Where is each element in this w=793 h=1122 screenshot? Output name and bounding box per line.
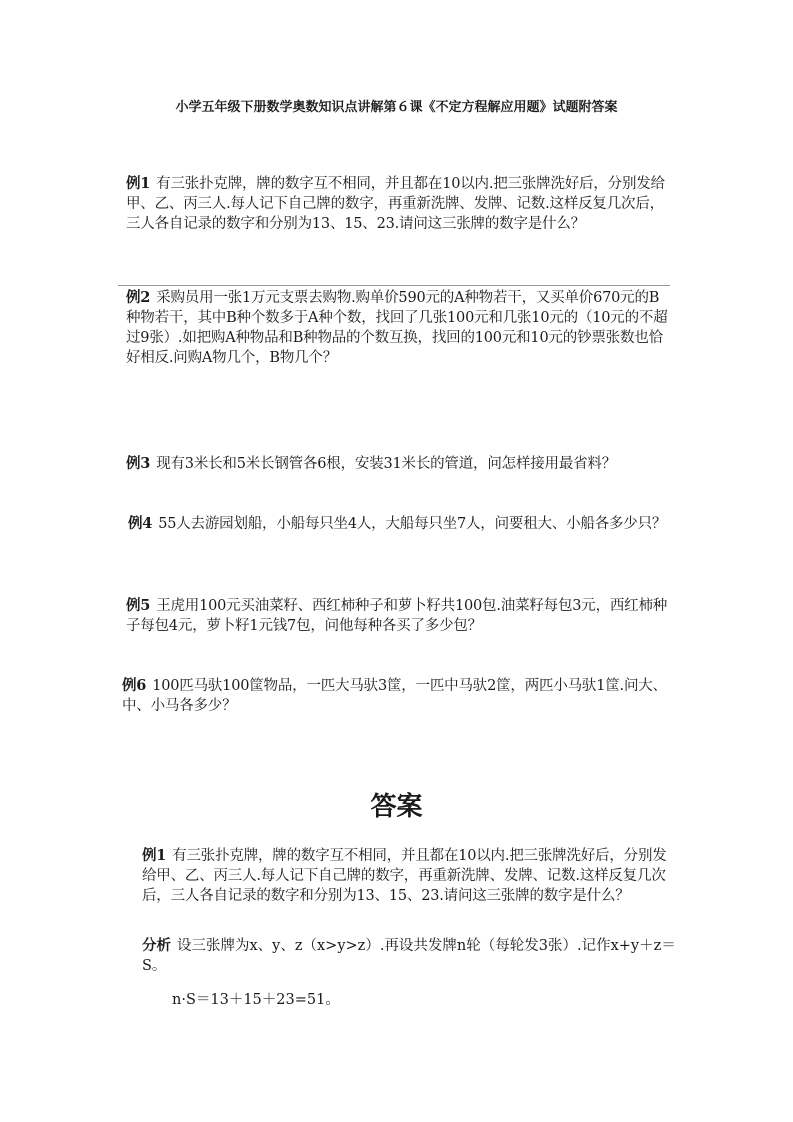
problem-text: 55人去游园划船，小船每只坐4人，大船每只坐7人，问要租大、小船各多少只？ — [158, 516, 667, 532]
problem-label: 例3 — [126, 455, 151, 472]
analysis-label: 分析 — [142, 937, 171, 954]
problem-text: 王虎用100元买油菜籽、西红柿种子和萝卜籽共100包.油菜籽每包3元，西红柿种子每包4元，萝卜籽1元钱7包，问他每种各买了多少包？ — [126, 598, 668, 634]
problem-3 — [126, 454, 686, 474]
analysis-text: 设三张牌为x、y、z（x>y>z）.再设共发牌n轮（每轮发3张）.记作x+y＋z＝S。 — [142, 938, 676, 974]
page-title: 小学五年级下册数学奥数知识点讲解第６课《不定方程解应用题》试题附答案 — [175, 100, 618, 115]
equation-line: n·S＝13＋15＋23=51。 — [172, 992, 340, 1008]
problem-4 — [128, 514, 673, 534]
answer-heading: 答案 — [370, 792, 423, 822]
answer-example-1 — [142, 846, 668, 906]
problem-text: 采购员用一张1万元支票去购物.购单价590元的A种物若干，又买单价670元的B种物若干，其中B种个数多于A种个数，找回了几张100元和几张10元的（10元的不超过9张）.如把购A种物品和B种物品的个数互换，找回的100元和10元的钞票张数也恰好相反.问购A物几个，B物几个？ — [126, 290, 668, 366]
problem-label: 例4 — [128, 515, 153, 532]
problem-1 — [126, 174, 668, 234]
divider-line — [118, 285, 670, 286]
problem-label: 例5 — [126, 597, 151, 614]
problem-text: 100匹马驮100筐物品，一匹大马驮3筐，一匹中马驮2筐，两匹小马驮1筐.问大、中、小马各多少？ — [122, 678, 667, 714]
problem-label: 例2 — [126, 289, 151, 306]
problem-label: 例1 — [126, 175, 151, 192]
problem-2 — [126, 288, 672, 368]
answer-label: 例1 — [142, 847, 167, 864]
answer-text: 有三张扑克牌，牌的数字互不相同，并且都在10以内.把三张牌洗好后，分别发给甲、乙、丙三人.每人记下自己牌的数字，再重新洗牌、发牌、记数.这样反复几次后，三人各自记录的数字和分别为13、15、23.请问这三张牌的数字是什么？ — [142, 848, 667, 904]
problem-5 — [126, 596, 671, 636]
problem-text: 有三张扑克牌，牌的数字互不相同，并且都在10以内.把三张牌洗好后，分别发给甲、乙、丙三人.每人记下自己牌的数字，再重新洗牌、发牌、记数.这样反复几次后，三人各自记录的数字和分别为13、15、23.请问这三张牌的数字是什么？ — [126, 176, 665, 232]
analysis-block — [142, 936, 682, 976]
problem-text: 现有3米长和5米长钢管各6根，安装31米长的管道，问怎样接用最省料？ — [156, 456, 617, 472]
problem-label: 例6 — [122, 677, 147, 694]
problem-6 — [122, 676, 674, 716]
